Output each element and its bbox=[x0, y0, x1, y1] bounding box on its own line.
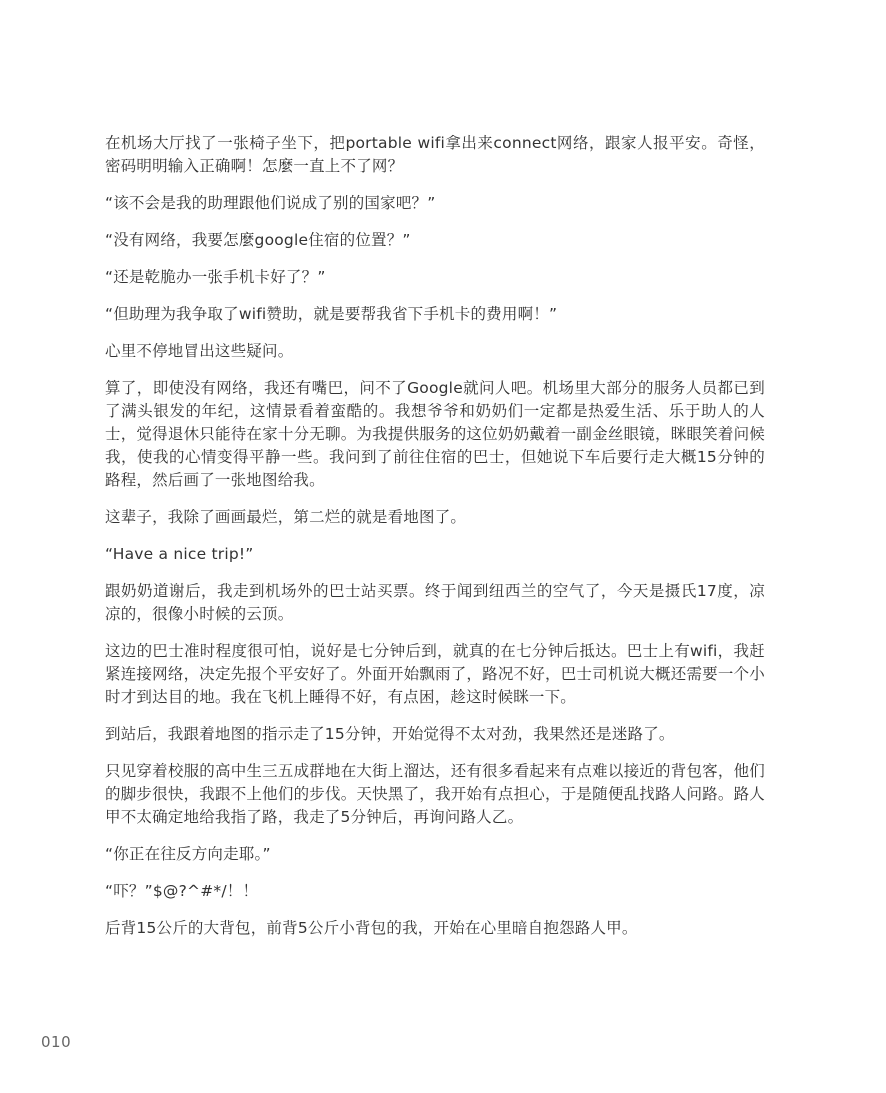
paragraph-8: 这辈子，我除了画画最烂，第二烂的就是看地图了。 bbox=[105, 508, 467, 526]
paragraph-12: 到站后，我跟着地图的指示走了15分钟，开始觉得不太对劲，我果然还是迷路了。 bbox=[105, 725, 675, 743]
paragraph-15: “吓？”$@?^#*/！！ bbox=[105, 882, 259, 900]
paragraph-4: “还是乾脆办一张手机卡好了？” bbox=[105, 268, 326, 286]
paragraph-10: 跟奶奶道谢后，我走到机场外的巴士站买票。终于闻到纽西兰的空气了，今天是摄氏17度，凉凉的，很像小时候的云顶。 bbox=[105, 582, 765, 623]
page-number: 010 bbox=[41, 1033, 72, 1051]
paragraph-3: “没有网络，我要怎麼google住宿的位置？” bbox=[105, 231, 411, 249]
paragraph-1: 在机场大厅找了一张椅子坐下，把portable wifi拿出来connect网络，跟家人报平安。奇怪，密码明明输入正确啊！怎麼一直上不了网？ bbox=[105, 134, 765, 175]
paragraph-7: 算了，即使没有网络，我还有嘴巴，问不了Google就问人吧。机场里大部分的服务人员都已到了满头银发的年纪，这情景看着蛮酷的。我想爷爷和奶奶们一定都是热爱生活、乐于助人的人士，觉得退休只能待在家十分无聊。为我提供服务的这位奶奶戴着一副金丝眼镜，眯眼笑着问候我，使我的心情变得平静一些。我问到了前往住宿的巴士，但她说下车后要行走大概15分钟的路程，然后画了一张地图给我。 bbox=[105, 379, 765, 489]
paragraph-2: “该不会是我的助理跟他们说成了别的国家吧？” bbox=[105, 194, 436, 212]
paragraph-14: “你正在往反方向走耶。” bbox=[105, 845, 271, 863]
paragraph-11: 这边的巴士准时程度很可怕，说好是七分钟后到，就真的在七分钟后抵达。巴士上有wifi，我赶紧连接网络，决定先报个平安好了。外面开始飘雨了，路况不好，巴士司机说大概还需要一个小时才到达目的地。我在飞机上睡得不好，有点困，趁这时候眯一下。 bbox=[105, 642, 765, 706]
paragraph-6: 心里不停地冒出这些疑问。 bbox=[105, 342, 294, 360]
body-text bbox=[105, 132, 765, 954]
paragraph-13: 只见穿着校服的高中生三五成群地在大街上溜达，还有很多看起来有点难以接近的背包客，他们的脚步很快，我跟不上他们的步伐。天快黑了，我开始有点担心，于是随便乱找路人问路。路人甲不太确定地给我指了路，我走了5分钟后，再询问路人乙。 bbox=[105, 762, 765, 826]
paragraph-5: “但助理为我争取了wifi赞助，就是要帮我省下手机卡的费用啊！” bbox=[105, 305, 558, 323]
paragraph-9: “Have a nice trip!” bbox=[105, 545, 254, 563]
paragraph-16: 后背15公斤的大背包，前背5公斤小背包的我，开始在心里暗自抱怨路人甲。 bbox=[105, 919, 638, 937]
